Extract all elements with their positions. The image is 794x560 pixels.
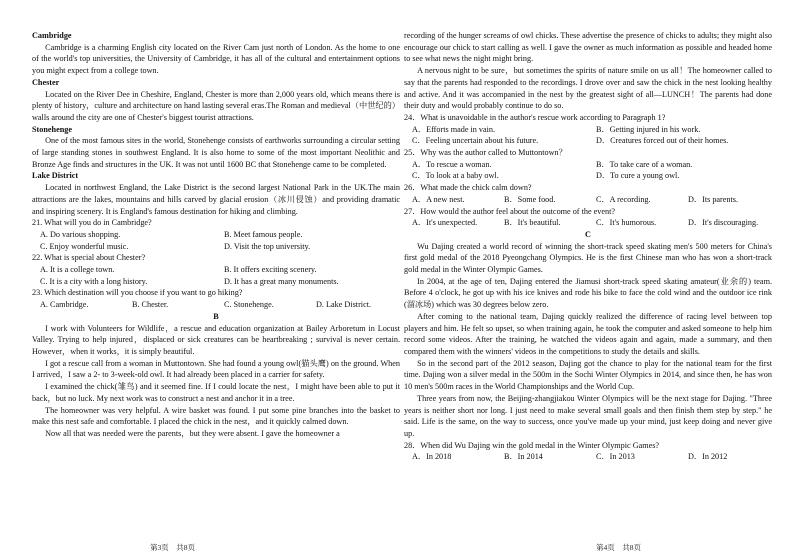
option: D．Its parents. [688,194,739,204]
question-24-options-row2 [404,135,772,147]
page-footer-left: 第3页 共8页 [150,543,195,552]
heading-lake-district: Lake District [32,171,79,181]
passage-b-paragraph: The homeowner was very helpful. A wire basket was found. I put some pine branches into the basket to make this nest safe and comfortable. I placed the chick in the nest，and it quickly calmed down. [32,405,400,427]
section-b-heading: B [213,311,219,321]
page-footer-right: 第4页 共8页 [596,543,641,552]
question-21-options-row1 [32,229,400,241]
option: D．It's discouraging. [688,218,759,228]
option: A. Cambridge. [40,300,89,310]
passage-b-paragraph: I work with Volunteers for Wildlife，a rescue and education organization at Bailey Arboretum in Locust Valley. Trying to help injured，displaced or sick creatures can be heartbreaking ; survival is never certain. However，when it works，it is simply beautiful. [32,323,400,356]
paragraph-stonehenge: One of the most famous sites in the world, Stonehenge consists of earthworks surrounding a circular setting of large standing stones in southwest England. It is also home to some of the most important Neolithic and Bronze Age finds and structures in the UK. It was not until 1600 BC that Stonehenge came to be completed. [32,136,400,169]
passage-c-paragraph: So in the second part of the 2012 season, Dajing got the chance to play for the national team for the first time. Dajing won a silver medal in the 500m in the Sochi Winter Olympics in 2014, and since then, he has won 10 men's 500m races in the World Championships and the World Cup. [404,358,772,392]
option: B．To take care of a woman. [596,159,693,169]
passage-b-paragraph: I got a rescue call from a woman in Muttontown. She had found a young owl(猫头鹰) on the ground. When I arrived，I saw a 2- to 3-week-old owl. It had already been placed in a carrier for safety. [32,358,400,380]
option: A．It's unexpected. [412,218,478,228]
heading-chester: Chester [32,77,60,87]
option: D．To cure a young owl. [596,171,680,181]
option: D．Creatures forced out of their homes. [596,136,729,146]
paragraph-chester: Located on the River Dee in Cheshire, England, Chester is more than 2,000 years old, which means there is plenty of history，culture and architecture on hand lasting several eras.The Roman and medieval（中世纪的）walls around the city are one of Chester's biggest tourist attractions. [32,89,400,122]
question-25-options-row2 [404,170,772,182]
option: C．A recording. [596,194,651,204]
question-21-stem: 21. What will you do in Cambridge? [32,218,152,228]
passage-b-paragraph: recording of the hunger screams of owl chicks. These advertise the presence of chicks to adults; they might also encourage our chick to start calling as well. I gave the owner as much information as possible and headed home to see what news the night might bring. [404,31,772,64]
question-26-stem: 26．What made the chick calm down? [404,183,532,193]
question-22-options-row2 [32,276,400,288]
option: D．In 2012 [688,452,728,462]
question-28-options [404,451,772,463]
question-22-stem: 22. What is special about Chester? [32,253,146,263]
option: B. Chester. [132,300,169,310]
question-27-stem: 27．How would the author feel about the outcome of the event? [404,206,615,216]
question-26-options [404,194,772,206]
option: C．It's humorous. [596,218,657,228]
passage-b-paragraph: I examined the chick(雏鸟) and it seemed fine. If I could locate the nest，I might have been able to put it back，but no luck. My next work was to construct a nest and anchor it in a tree. [32,382,400,403]
paragraph-lake-district: Located in northwest England, the Lake District is the second largest National Park in the UK.The main attractions are the lakes, mountains and hills carved by glacial erosion（冰川侵蚀）and providing dramatic and inspiring scenery. It is England's famous destination for hiking and climbing. [32,183,400,216]
option: A. Do various shopping. [40,229,121,239]
question-25-stem: 25．Why was the author called to Muttontown？ [404,148,567,158]
option: B. It offers exciting scenery. [224,265,317,275]
option: C．Feeling uncertain about his future. [412,136,539,146]
option: B．In 2014 [504,452,543,462]
heading-stonehenge: Stonehenge [32,124,73,134]
option: B. Meet famous people. [224,229,303,239]
passage-b-paragraph: A nervous night to be sure，but sometimes the spirits of nature smile on us all！The homeowner called to say that the parents had responded to the recordings. I drove over and saw the chick in the nest looking healthy and active. And it was accompanied in the nest by the greatest sight of all—LUNCH！The parents had done their duty and would probably continue to do so. [404,66,772,111]
option: B．Getting injured in his work. [596,124,701,134]
option: C. It is a city with a long history. [40,276,148,286]
passage-c-paragraph: In 2004, at the age of ten, Dajing entered the Jiamusi short-track speed skating amateur(业余的) team. Before 4 o'clock, he got up with his ice knives and rode his bike to face the cold wind and the outdoor ice rink (溜冰场) which was 30 degrees below zero. [404,276,772,310]
right-column [404,30,772,463]
section-c-heading: C [585,229,591,239]
passage-c-paragraph: Wu Dajing created a world record of winning the short-track speed skating men's 500 meters for China's first gold medal of the 2018 Pyeongchang Olympics. He is the first Chinese man who has won a short-track gold medal in the Winter Olympic Games. [404,241,772,275]
option: A．In 2018 [412,452,452,462]
option: C．To look at a baby owl. [412,171,499,181]
option: D. Lake District. [316,300,372,310]
question-24-options-row1 [404,124,772,136]
question-22-options-row1 [32,264,400,276]
passage-b-paragraph: Now all that was needed were the parents，but they were absent. I gave the homeowner a [45,428,340,438]
heading-cambridge: Cambridge [32,31,72,40]
question-25-options-row1 [404,159,772,171]
option: D. It has a great many monuments. [224,276,339,286]
option: D. Visit the top university. [224,241,311,251]
question-24-stem: 24．What is unavoidable in the author's rescue work according to Paragraph 1? [404,112,666,122]
option: A．Efforts made in vain. [412,124,496,134]
passage-c-paragraph: Three years from now, the Beijing-zhangjiakou Winter Olympics will be the next stage for Dajing. "Three years is neither short nor long. I just need to make several small goals and then finish them step by step." he said. Life is the same, on the way to success, once you've made up your mind, just keep doing and never give up. [404,393,772,438]
option: A．To rescue a woman. [412,159,492,169]
option: A．A new nest. [412,194,465,204]
question-21-options-row2 [32,241,400,253]
question-23-stem: 23. Which destination will you choose if you want to go hiking? [32,288,243,298]
question-28-stem: 28．When did Wu Dajing win the gold medal in the Winter Olympic Games? [404,440,660,450]
question-23-options [32,299,400,311]
option: B．It's beautiful. [504,218,561,228]
option: A. It is a college town. [40,265,115,275]
passage-c-paragraph: After coming to the national team, Dajing quickly realized the difference of racing level between top players and him. He felt so upset, so when training again, he took the computer and asked someone to help him record some videos. After the training, he watched the videos again and again, made a summary, and then compared them with the winners' videos in the competitions to study the details and skills. [404,311,772,356]
option: C. Enjoy wonderful music. [40,241,129,251]
left-column [32,30,400,440]
option: C．In 2013 [596,452,635,462]
question-27-options [404,217,772,229]
paragraph-cambridge: Cambridge is a charming English city located on the River Cam just north of London. As the home to one of the world's top universities, the University of Cambridge, it has all of the cultural and entertainment options you might expect from a college town. [32,42,400,76]
option: C. Stonehenge. [224,300,274,310]
option: B．Some food. [504,194,556,204]
